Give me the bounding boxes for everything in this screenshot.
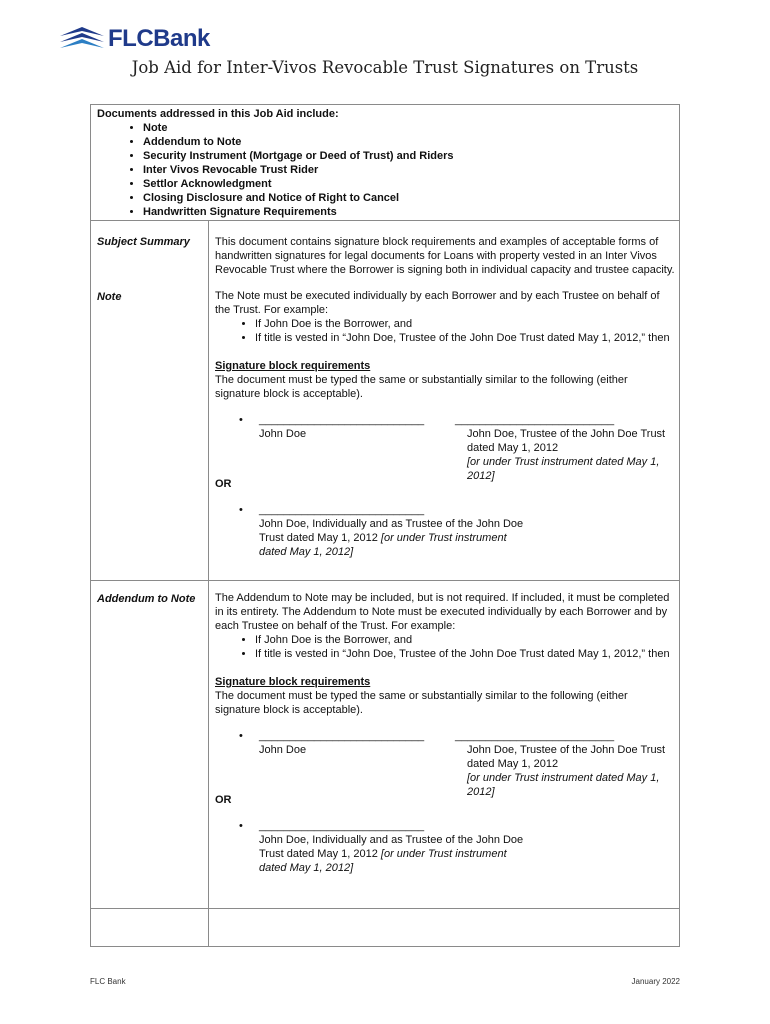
documents-list-section	[91, 105, 679, 221]
combined-name: John Doe, Individually and as Trustee of the John Doe Trust dated May 1, 2012	[259, 518, 524, 544]
list-item: • If title is vested in “John Doe, Trustee of the John Doe Trust dated May 1, 2012,” then	[255, 331, 675, 345]
trustee-name-alt: [or under Trust instrument dated May 1, 2012]	[467, 456, 660, 482]
page-title: Job Aid for Inter-Vivos Revocable Trust Signatures on Trusts	[131, 58, 639, 77]
logo-text: FLCBank	[108, 25, 210, 52]
combined-signer-name	[259, 517, 529, 559]
list-item: • Handwritten Signature Requirements	[143, 205, 673, 219]
trustee-name: John Doe, Trustee of the John Doe Trust dated May 1, 2012	[467, 428, 666, 454]
note-sig-text: The document must be typed the same or substantially similar to the following (either signature block is acceptable).	[215, 374, 628, 400]
job-aid-table	[90, 104, 680, 947]
list-item: • Closing Disclosure and Notice of Right to Cancel	[143, 191, 673, 205]
footer-left: FLC Bank	[90, 977, 126, 986]
addendum-content	[215, 591, 675, 875]
list-item: • Note	[143, 121, 673, 135]
or-separator: OR	[215, 794, 232, 806]
addendum-signature-block-2	[215, 819, 675, 875]
bullet-icon: •	[239, 730, 243, 742]
subject-summary-label: Subject Summary	[97, 236, 190, 248]
note-signature-block-2	[215, 503, 675, 559]
column-divider	[208, 221, 209, 947]
bullet-icon: •	[239, 820, 243, 832]
documents-heading: Documents addressed in this Job Aid include:	[97, 108, 339, 120]
signature-line: __________________________	[455, 414, 615, 426]
list-item: • If John Doe is the Borrower, and	[255, 633, 675, 647]
addendum-label: Addendum to Note	[97, 593, 196, 605]
list-item: • If John Doe is the Borrower, and	[255, 317, 675, 331]
combined-name-alt: [or under Trust instrument dated May 1, 2012]	[259, 848, 507, 874]
note-paragraph: The Note must be executed individually by each Borrower and by each Trustee on behalf of the Trust. For example:	[215, 290, 660, 316]
combined-name: John Doe, Individually and as Trustee of the John Doe Trust dated May 1, 2012	[259, 834, 524, 860]
list-item: • Addendum to Note	[143, 135, 673, 149]
note-label: Note	[97, 291, 122, 303]
signature-line: ___________________________	[259, 504, 425, 516]
list-item: • Security Instrument (Mortgage or Deed of Trust) and Riders	[143, 149, 673, 163]
row-divider	[91, 908, 679, 909]
subject-summary-paragraph: This document contains signature block requirements and examples of acceptable forms of handwritten signatures for legal documents for Loans with property vested in an Inter Vivos Revocable Trust where the Borrower is signing both in individual capacity and trustee capacity.	[215, 236, 675, 276]
addendum-sig-text: The document must be typed the same or substantially similar to the following (either signature block is acceptable).	[215, 690, 628, 716]
or-separator: OR	[215, 478, 232, 490]
signature-line: ___________________________	[259, 730, 425, 742]
bullet-icon: •	[239, 414, 243, 426]
signer-name: John Doe	[259, 428, 307, 440]
trustee-name: John Doe, Trustee of the John Doe Trust dated May 1, 2012	[467, 744, 666, 770]
addendum-signature-block-1	[215, 729, 675, 798]
list-item: • Settlor Acknowledgment	[143, 177, 673, 191]
combined-name-alt: [or under Trust instrument dated May 1, 2012]	[259, 532, 507, 558]
trustee-signer-name	[467, 427, 667, 483]
footer-right: January 2022	[631, 977, 680, 986]
addendum-examples	[215, 633, 675, 661]
trustee-name-alt: [or under Trust instrument dated May 1, 2012]	[467, 772, 660, 798]
signature-line: ___________________________	[259, 820, 425, 832]
signature-line: __________________________	[455, 730, 615, 742]
note-sig-heading: Signature block requirements	[215, 360, 371, 372]
bank-logo	[60, 25, 210, 53]
note-content	[215, 289, 675, 559]
note-signature-block-1	[215, 413, 675, 482]
addendum-sig-heading: Signature block requirements	[215, 676, 371, 688]
signer-name: John Doe	[259, 744, 307, 756]
list-item: • Inter Vivos Revocable Trust Rider	[143, 163, 673, 177]
addendum-paragraph: The Addendum to Note may be included, but is not required. If included, it must be completed in its entirety. The Addendum to Note must be executed individually by each Borrower and by each Trustee on behalf of the Trust. For example:	[215, 592, 670, 632]
signature-line: ___________________________	[259, 414, 425, 426]
list-item: • If title is vested in “John Doe, Trustee of the John Doe Trust dated May 1, 2012,” then	[255, 647, 675, 661]
note-examples	[215, 317, 675, 345]
subject-summary-text	[215, 235, 675, 277]
row-divider	[91, 580, 679, 581]
trustee-signer-name	[467, 743, 667, 799]
bullet-icon: •	[239, 504, 243, 516]
combined-signer-name	[259, 833, 529, 875]
flc-chevron-logo-icon	[60, 27, 104, 51]
documents-list	[97, 121, 673, 219]
